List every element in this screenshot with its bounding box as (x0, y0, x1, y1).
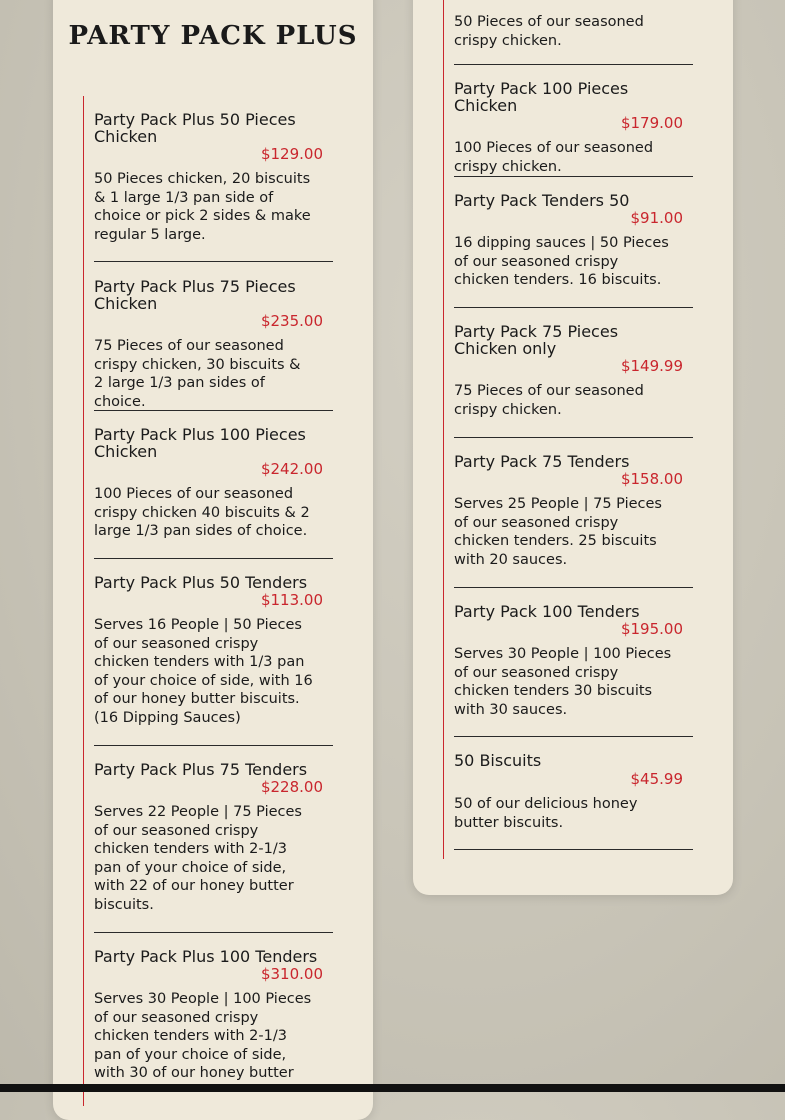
item-price: $228.00 (260, 778, 323, 796)
item-divider (454, 176, 693, 177)
item-name: Party Pack Plus 50 Pieces Chicken (94, 110, 296, 146)
menu-item[interactable] (94, 111, 333, 244)
item-description: Serves 16 People | 50 Pieces of our seasoned crispy chicken tenders with 1/3 pan of your choice of side, with 16 of our honey butter biscuits. (16 Dipping Sauces) (94, 617, 313, 726)
item-price: $91.00 (630, 209, 683, 227)
item-price: $179.00 (620, 114, 683, 132)
item-name: Party Pack 75 Pieces Chicken only (454, 322, 619, 358)
menu-item[interactable] (454, 603, 693, 719)
item-price: $149.99 (620, 357, 683, 375)
menu-item[interactable] (454, 13, 693, 50)
menu-item[interactable] (454, 323, 693, 419)
item-divider (454, 587, 693, 588)
item-description: 50 Pieces of our seasoned crispy chicken. (454, 14, 644, 49)
item-divider (94, 558, 333, 559)
item-divider (454, 64, 693, 65)
item-name: Party Pack Tenders 50 (454, 191, 630, 210)
menu-item[interactable] (94, 278, 333, 411)
menu-item[interactable] (94, 761, 333, 915)
item-divider (454, 849, 693, 850)
item-description: Serves 30 People | 100 Pieces of our seasoned crispy chicken tenders with 2-1/3 pan of your choice of side, with 30 of our honey butter (94, 991, 312, 1082)
item-description: Serves 25 People | 75 Pieces of our seasoned crispy chicken tenders. 25 biscuits with 20 sauces. (454, 496, 662, 568)
item-description: 50 of our delicious honey butter biscuits. (454, 796, 638, 831)
item-name: Party Pack Plus 100 Tenders (94, 947, 318, 966)
item-price: $45.99 (630, 770, 683, 788)
item-price: $158.00 (620, 470, 683, 488)
item-price: $310.00 (260, 965, 323, 983)
bottom-edge-bar (0, 1084, 785, 1092)
item-divider (94, 261, 333, 262)
item-name: Party Pack 100 Pieces Chicken (454, 79, 629, 115)
item-name: Party Pack 100 Tenders (454, 602, 640, 621)
accent-rule (443, 0, 444, 859)
accent-rule (83, 96, 84, 1106)
item-price: $195.00 (620, 620, 683, 638)
item-name: Party Pack 75 Tenders (454, 452, 630, 471)
item-name: Party Pack Plus 50 Tenders (94, 573, 308, 592)
item-description: Serves 30 People | 100 Pieces of our seasoned crispy chicken tenders 30 biscuits with 30 sauces. (454, 646, 672, 718)
menu-item[interactable] (454, 192, 693, 290)
menu-item[interactable] (94, 426, 333, 541)
item-price: $235.00 (260, 312, 323, 330)
menu-item[interactable] (94, 948, 333, 1083)
item-name: Party Pack Plus 75 Tenders (94, 760, 308, 779)
item-divider (454, 307, 693, 308)
item-divider (94, 410, 333, 411)
menu-item[interactable] (454, 80, 693, 176)
menu-card-party-pack (413, 0, 733, 895)
item-description: 50 Pieces chicken, 20 biscuits & 1 large 1/3 pan side of choice or pick 2 sides & make regular 5 large. (94, 171, 311, 243)
item-divider (94, 745, 333, 746)
item-description: 100 Pieces of our seasoned crispy chicken 40 biscuits & 2 large 1/3 pan sides of choice. (94, 486, 310, 540)
menu-card-party-pack-plus (53, 0, 373, 1120)
menu-item[interactable] (454, 453, 693, 569)
item-divider (454, 437, 693, 438)
item-description: 75 Pieces of our seasoned crispy chicken, 30 biscuits & 2 large 1/3 pan sides of choice. (94, 338, 301, 410)
item-description: 100 Pieces of our seasoned crispy chicken. (454, 140, 654, 175)
item-divider (454, 736, 693, 737)
item-name: Party Pack Plus 75 Pieces Chicken (94, 277, 296, 313)
menu-item[interactable] (94, 574, 333, 728)
item-name: Party Pack Plus 100 Pieces Chicken (94, 425, 306, 461)
item-price: $129.00 (260, 145, 323, 163)
item-description: 16 dipping sauces | 50 Pieces of our seasoned crispy chicken tenders. 16 biscuits. (454, 235, 669, 289)
section-title: PARTY PACK PLUS (68, 21, 358, 51)
item-price: $113.00 (260, 591, 323, 609)
item-description: 75 Pieces of our seasoned crispy chicken. (454, 383, 644, 418)
item-price: $242.00 (260, 460, 323, 478)
item-name: 50 Biscuits (454, 751, 542, 770)
menu-item[interactable] (454, 752, 693, 832)
item-description: Serves 22 People | 75 Pieces of our seasoned crispy chicken tenders with 2-1/3 pan of your choice of side, with 22 of our honey butter biscuits. (94, 804, 302, 913)
item-divider (94, 932, 333, 933)
